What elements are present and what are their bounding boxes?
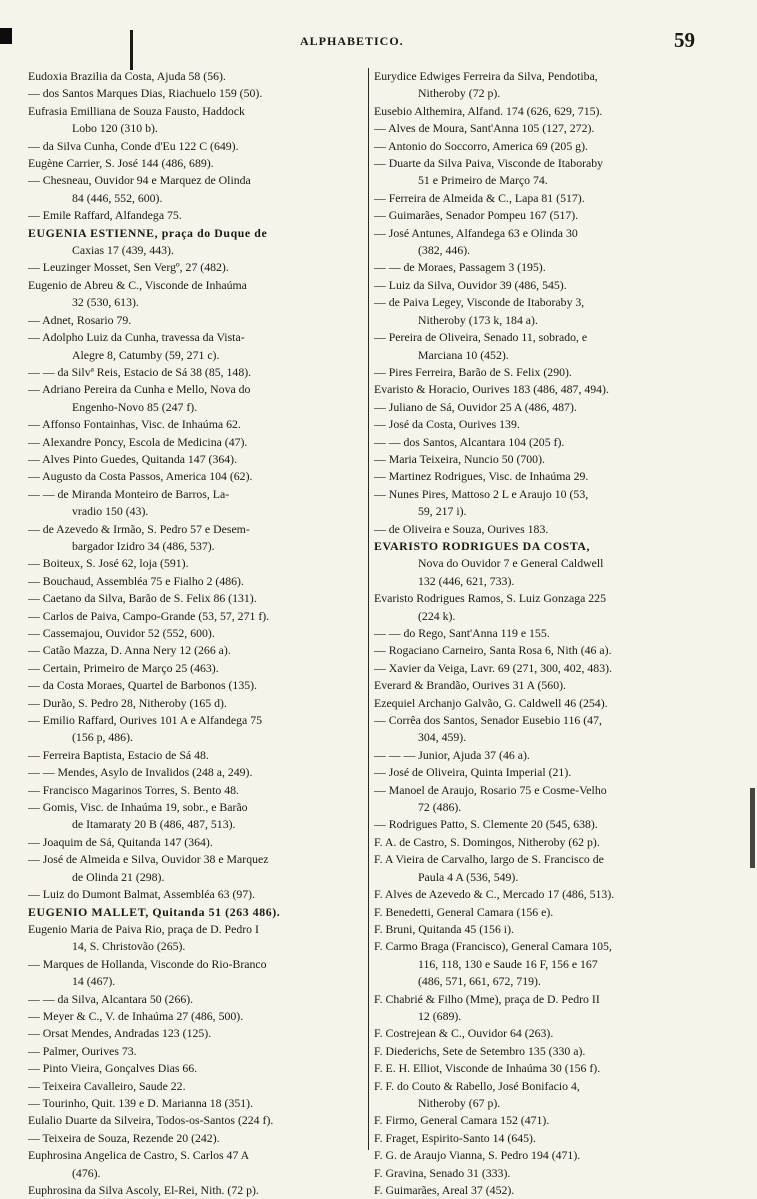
directory-entry: F. Costrejean & C., Ouvidor 64 (263).	[374, 1026, 554, 1041]
directory-entry-continuation: (224 k).	[418, 608, 456, 623]
page-number: 59	[674, 28, 695, 52]
directory-entry: — Augusto da Costa Passos, America 104 (62).	[28, 469, 253, 484]
directory-entry: — José Antunes, Alfandega 63 e Olinda 30	[374, 225, 578, 240]
directory-entry: — Durão, S. Pedro 28, Nitheroby (165 d).	[28, 695, 227, 710]
directory-entry: — de Azevedo & Irmão, S. Pedro 57 e Desem-	[28, 521, 250, 536]
directory-entry: Evaristo & Horacio, Ourives 183 (486, 487, 494).	[374, 382, 609, 397]
directory-entry: — de Paiva Legey, Visconde de Itaboraby 3,	[374, 295, 585, 310]
directory-entry: F. Benedetti, General Camara (156 e).	[374, 904, 554, 919]
directory-entry: — Alexandre Poncy, Escola de Medicina (47).	[28, 434, 248, 449]
directory-entry: — Ferreira Baptista, Estacio de Sá 48.	[28, 747, 209, 762]
directory-entry: — — dos Santos, Alcantara 104 (205 f).	[374, 434, 565, 449]
directory-entry: Eurydice Edwiges Ferreira da Silva, Pendotiba,	[374, 69, 598, 83]
directory-entry: — — Mendes, Asylo de Invalidos (248 a, 249).	[28, 765, 253, 780]
directory-entry-continuation: Alegre 8, Catumby (59, 271 c).	[72, 347, 220, 362]
directory-entry: — Nunes Pires, Mattoso 2 L e Araujo 10 (53,	[374, 486, 589, 501]
left-column	[28, 68, 358, 1197]
black-margin-mark	[0, 28, 12, 44]
directory-entry: F. Alves de Azevedo & C., Mercado 17 (486, 513).	[374, 887, 615, 902]
directory-entry: — Carlos de Paiva, Campo-Grande (53, 57, 271 f).	[28, 608, 270, 623]
directory-entry: Eudoxia Brazilia da Costa, Ajuda 58 (56).	[28, 69, 226, 83]
directory-entry: — Joaquim de Sá, Quitanda 147 (364).	[28, 834, 213, 849]
directory-entry: — Certain, Primeiro de Março 25 (463).	[28, 660, 219, 675]
directory-entry-continuation: 32 (530, 613).	[72, 295, 139, 310]
directory-entry: — Duarte da Silva Paiva, Visconde de Itaboraby	[374, 156, 604, 171]
directory-entry-continuation: Paula 4 A (536, 549).	[418, 869, 519, 884]
directory-entry-continuation: (382, 446).	[418, 243, 471, 258]
directory-entry: Everard & Brandão, Ourives 31 A (560).	[374, 678, 566, 693]
directory-entry: — Pereira de Oliveira, Senado 11, sobrado, e	[374, 330, 588, 345]
directory-entry: F. A Vieira de Carvalho, largo de S. Francisco de	[374, 852, 604, 867]
directory-entry-continuation: 12 (689).	[418, 1008, 462, 1023]
directory-entry: — Meyer & C., V. de Inhaúma 27 (486, 500).	[28, 1008, 244, 1023]
directory-entry: — da Costa Moraes, Quartel de Barbonos (135).	[28, 678, 258, 693]
directory-entry-continuation: Nitheroby (67 p).	[418, 1095, 501, 1110]
directory-entry-continuation: (156 p, 486).	[72, 730, 133, 745]
directory-entry-continuation: bargador Izidro 34 (486, 537).	[72, 538, 215, 553]
directory-entry: — Teixeira Cavalleiro, Saude 22.	[28, 1078, 186, 1093]
directory-entry: EVARISTO RODRIGUES DA COSTA,	[374, 538, 591, 553]
directory-entry: F. G. de Araujo Vianna, S. Pedro 194 (471).	[374, 1148, 581, 1163]
directory-entry: — Emile Raffard, Alfandega 75.	[28, 208, 182, 223]
directory-entry: — Corrêa dos Santos, Senador Eusebio 116 (47,	[374, 713, 602, 728]
directory-entry: — Marques de Hollanda, Visconde do Rio-Branco	[28, 956, 267, 971]
directory-entry: Eufrasia Emilliana de Souza Fausto, Haddock	[28, 103, 245, 118]
directory-entry-continuation: Nitheroby (173 k, 184 a).	[418, 312, 538, 327]
directory-entry: F. Chabrié & Filho (Mme), praça de D. Pedro II	[374, 991, 600, 1006]
directory-entry: Eugène Carrier, S. José 144 (486, 689).	[28, 156, 214, 171]
directory-entry: — Guimarães, Senador Pompeu 167 (517).	[374, 208, 579, 223]
directory-entry: Eugenio Maria de Paiva Rio, praça de D. Pedro I	[28, 921, 259, 936]
directory-entry: — Francisco Magarinos Torres, S. Bento 48.	[28, 782, 239, 797]
directory-entry: — Leuzinger Mosset, Sen Vergº, 27 (482).	[28, 260, 229, 275]
directory-entry-continuation: vradio 150 (43).	[72, 504, 149, 519]
directory-entry-continuation: 14, S. Christovão (265).	[72, 939, 186, 954]
directory-entry: — José da Costa, Ourives 139.	[374, 417, 520, 432]
directory-entry: — José de Oliveira, Quinta Imperial (21).	[374, 765, 572, 780]
directory-entry: — Orsat Mendes, Andradas 123 (125).	[28, 1026, 212, 1041]
directory-entry: — Cassemajou, Ouvidor 52 (552, 600).	[28, 626, 215, 640]
directory-entry-continuation: Marciana 10 (452).	[418, 347, 509, 362]
directory-entry: — Manoel de Araujo, Rosario 75 e Cosme-Velho	[374, 782, 607, 797]
directory-entry: F. Guimarães, Areal 37 (452).	[374, 1183, 515, 1197]
directory-entry: — Luiz da Silva, Ouvidor 39 (486, 545).	[374, 277, 567, 292]
print-mark	[130, 30, 133, 70]
directory-entry-continuation: Nova do Ouvidor 7 e General Caldwell	[418, 556, 604, 571]
directory-entry: — Chesneau, Ouvidor 94 e Marquez de Olinda	[28, 173, 251, 188]
directory-entry: — — — Junior, Ajuda 37 (46 a).	[374, 747, 530, 762]
directory-entry-continuation: de Itamaraty 20 B (486, 487, 513).	[72, 817, 236, 832]
directory-entry: F. Carmo Braga (Francisco), General Camara 105,	[374, 939, 612, 954]
directory-entry: — Rogaciano Carneiro, Santa Rosa 6, Nith (46 a).	[374, 643, 612, 658]
directory-entry: F. F. do Couto & Rabello, José Bonifacio 4,	[374, 1078, 580, 1093]
directory-entry: Eugenio de Abreu & C., Visconde de Inhaúma	[28, 277, 247, 292]
directory-entry: — José de Almeida e Silva, Ouvidor 38 e Marquez	[28, 852, 269, 867]
directory-entry: — Catão Mazza, D. Anna Nery 12 (266 a).	[28, 643, 231, 658]
directory-entry: EUGENIA ESTIENNE, praça do Duque de	[28, 225, 268, 240]
directory-entry: F. A. de Castro, S. Domingos, Nitheroby (62 p).	[374, 834, 600, 849]
directory-entry: — Pinto Vieira, Gonçalves Dias 66.	[28, 1061, 198, 1076]
directory-entry: — Juliano de Sá, Ouvidor 25 A (486, 487).	[374, 399, 577, 414]
directory-entry: F. Diederichs, Sete de Setembro 135 (330 a).	[374, 1043, 586, 1058]
directory-entry-continuation: 72 (486).	[418, 800, 462, 815]
directory-entry: — Adriano Pereira da Cunha e Mello, Nova do	[28, 382, 251, 397]
directory-entry: — Adolpho Luiz da Cunha, travessa da Vista-	[28, 330, 245, 345]
directory-entry: — Emilio Raffard, Ourives 101 A e Alfandega 75	[28, 713, 263, 728]
directory-entry-continuation: 84 (446, 552, 600).	[72, 190, 163, 205]
directory-entry: — Teixeira de Souza, Rezende 20 (242).	[28, 1130, 220, 1145]
directory-entry: — — de Miranda Monteiro de Barros, La-	[28, 486, 230, 501]
directory-entry: — Gomis, Visc. de Inhaúma 19, sobr., e Barão	[28, 800, 248, 815]
directory-entry-continuation: (486, 571, 661, 672, 719).	[418, 974, 541, 989]
directory-entry: — Tourinho, Quit. 139 e D. Marianna 18 (351).	[28, 1095, 254, 1110]
running-head: ALPHABETICO.	[300, 34, 404, 48]
directory-entry: — — da Silva, Alcantara 50 (266).	[28, 991, 194, 1006]
directory-entry-continuation: de Olinda 21 (298).	[72, 869, 165, 884]
directory-entry: — Maria Teixeira, Nuncio 50 (700).	[374, 451, 545, 466]
directory-entry-continuation: 14 (467).	[72, 974, 116, 989]
directory-entry: F. Fraget, Espirito-Santo 14 (645).	[374, 1130, 536, 1145]
directory-entry: — — da Silvª Reis, Estacio de Sá 38 (85, 148).	[28, 364, 252, 379]
directory-entry: F. Bruni, Quitanda 45 (156 i).	[374, 921, 514, 936]
directory-entry: — Alves Pinto Guedes, Quitanda 147 (364).	[28, 451, 238, 466]
directory-entry-continuation: (476).	[72, 1165, 101, 1180]
directory-entry: — — do Rego, Sant'Anna 119 e 155.	[374, 626, 550, 640]
directory-entry: Euphrosina Angelica de Castro, S. Carlos 47 A	[28, 1148, 250, 1163]
directory-entry: — Ferreira de Almeida & C., Lapa 81 (517).	[374, 190, 585, 205]
directory-entry: — Alves de Moura, Sant'Anna 105 (127, 272).	[374, 121, 595, 136]
directory-entry: Eusebio Althemira, Alfand. 174 (626, 629, 715).	[374, 103, 603, 118]
directory-entry-continuation: 132 (446, 621, 733).	[418, 573, 515, 588]
directory-entry: F. E. H. Elliot, Visconde de Inhaúma 30 (156 f).	[374, 1061, 601, 1076]
directory-entry: — da Silva Cunha, Conde d'Eu 122 C (649).	[28, 138, 239, 153]
directory-entry: — Rodrigues Patto, S. Clemente 20 (545, 638).	[374, 817, 598, 832]
directory-entry: — Affonso Fontainhas, Visc. de Inhaúma 62.	[28, 417, 241, 432]
directory-entry-continuation: 59, 217 i).	[418, 504, 467, 519]
directory-entry: — Xavier da Veiga, Lavr. 69 (271, 300, 402, 483).	[374, 660, 612, 675]
directory-entry-continuation: Caxias 17 (439, 443).	[72, 243, 174, 258]
directory-entry: — Antonio do Soccorro, America 69 (205 g).	[374, 138, 588, 153]
directory-entry: Ezequiel Archanjo Galvão, G. Caldwell 46 (254).	[374, 695, 608, 710]
directory-entry: — — de Moraes, Passagem 3 (195).	[374, 260, 546, 275]
directory-entry: Evaristo Rodrigues Ramos, S. Luiz Gonzaga 225	[374, 591, 606, 606]
directory-entry: — Adnet, Rosario 79.	[28, 312, 132, 327]
directory-entry: — dos Santos Marques Dias, Riachuelo 159 (50).	[28, 86, 263, 101]
directory-entry: — Palmer, Ourives 73.	[28, 1043, 137, 1058]
directory-entry: — Luiz do Dumont Balmat, Assembléa 63 (97).	[28, 887, 256, 902]
directory-entry: Euphrosina da Silva Ascoly, El-Rei, Nith. (72 p).	[28, 1183, 259, 1197]
right-column	[374, 68, 704, 1197]
directory-entry: EUGENIO MALLET, Quitanda 51 (263 486).	[28, 904, 281, 919]
column-divider	[368, 68, 369, 1150]
directory-entry: — de Oliveira e Souza, Ourives 183.	[374, 521, 549, 536]
directory-entry-continuation: 51 e Primeiro de Março 74.	[418, 173, 548, 188]
page-edge-mark	[747, 788, 757, 868]
directory-entry: — Boiteux, S. José 62, loja (591).	[28, 556, 189, 571]
directory-entry-continuation: Engenho-Novo 85 (247 f).	[72, 399, 198, 414]
directory-entry: Eulalio Duarte da Silveira, Todos-os-Santos (224 f).	[28, 1113, 274, 1128]
directory-entry-continuation: 116, 118, 130 e Saude 16 F, 156 e 167	[418, 956, 598, 971]
directory-entry: F. Gravina, Senado 31 (333).	[374, 1165, 511, 1180]
directory-entry: — Pires Ferreira, Barão de S. Felix (290).	[374, 364, 572, 379]
directory-entry: — Caetano da Silva, Barão de S. Felix 86 (131).	[28, 591, 257, 606]
directory-entry-continuation: Nitheroby (72 p).	[418, 86, 501, 101]
directory-entry-continuation: Lobo 120 (310 b).	[72, 121, 158, 136]
directory-entry: F. Firmo, General Camara 152 (471).	[374, 1113, 550, 1128]
directory-entry: — Bouchaud, Assembléa 75 e Fialho 2 (486).	[28, 573, 244, 588]
directory-entry: — Martinez Rodrigues, Visc. de Inhaúma 29.	[374, 469, 589, 484]
directory-entry-continuation: 304, 459).	[418, 730, 467, 745]
